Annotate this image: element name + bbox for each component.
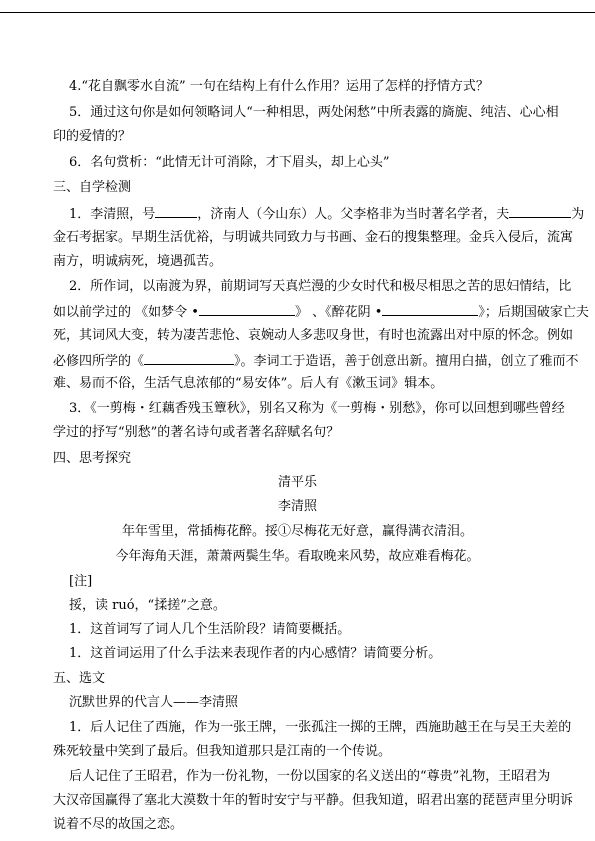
question-5-line1: 5．通过这句你是如何领略词人“一种相思，两处闲愁”中所表露的旖旎、纯洁、心心相	[69, 105, 559, 120]
article-p2-line1: 后人记住了王昭君，作为一份礼物，一份以国家的名义送出的“尊贵”礼物，王昭君为	[69, 769, 551, 784]
poem-title: 清平乐	[277, 475, 317, 490]
question-6: 6．名句赏析：“此情无计可消除，才下眉头，却上心头”	[69, 155, 390, 170]
section-3-heading: 三、自学检测	[53, 180, 132, 195]
poem-line-2: 今年海角天涯，萧萧两鬓生华。看取晚来风势，故应难看梅花。	[115, 549, 480, 564]
section-4-heading: 四、思考探究	[53, 451, 132, 466]
question-4: 4.“花自飘零水自流” 一句在结构上有什么作用？运用了怎样的抒情方式？	[69, 79, 489, 94]
self-check-2-line3: 死，其词风大变，转为凄苦悲怆、哀婉动人多悲叹身世，有时也流露出对中原的怀念。例如	[53, 328, 574, 343]
section-5-heading: 五、选文	[53, 671, 106, 686]
self-check-3-line2: 学过的抒写“别愁”的著名诗句或者著名辞赋名句？	[53, 425, 340, 440]
self-check-2-line1: 2．所作词，以南渡为界，前期词写天真烂漫的少女时代和极尽相思之苦的思妇情结，比	[69, 279, 572, 294]
self-check-1-line2: 金石考据家。早期生活优裕，与明诚共同致力与书画、金石的搜集整理。金兵入侵后，流寓	[53, 230, 574, 245]
self-check-1-line3: 南方，明诚病死，境遇孤苦。	[53, 254, 223, 269]
poem-author: 李清照	[277, 499, 317, 514]
blank-hao[interactable]	[155, 205, 197, 218]
self-check-2-line5: 难、易而不俗，生活气息浓郁的“易安体”。后人有《漱玉词》辑本。	[53, 376, 444, 391]
blank-rumengling[interactable]	[199, 303, 295, 316]
explore-question-2: 1．这首词运用了什么手法来表现作者的内心感情？请简要分析。	[69, 646, 442, 661]
article-title: 沉默世界的代言人——李清照	[69, 695, 239, 710]
self-check-2-line2: 如以前学过的 《如梦令 • 》 、《醉花阴 • 》；后期国破家亡夫	[53, 305, 589, 320]
blank-required-four[interactable]	[144, 352, 234, 365]
explore-question-1: 1．这首词写了词人几个生活阶段？请简要概括。	[69, 622, 351, 637]
self-check-2-line4: 必修四所学的《 》。李词工于造语，善于创意出新。擅用白描，创立了雅而不	[53, 354, 579, 369]
blank-zuihuayin[interactable]	[382, 303, 478, 316]
article-p2-line2: 大汉帝国赢得了塞北大漠数十年的暂时安宁与平静。但我知道，昭君出塞的琵琶声里分明诉	[53, 793, 574, 808]
article-p2-line3: 说着不尽的故国之恋。	[53, 817, 184, 832]
note-heading: [注]	[69, 574, 93, 589]
poem-line-1: 年年雪里，常插梅花醉。挼①尽梅花无好意，赢得满衣清泪。	[121, 524, 473, 539]
self-check-3-line1: 3．《一剪梅・红藕香残玉簟秋》，别名又称为《一剪梅・别愁》，你可以回想到哪些曾经	[69, 401, 565, 416]
article-p1-line2: 殊死较量中笑到了最后。但我知道那只是江南的一个传说。	[53, 744, 392, 759]
question-5-line2: 印的爱情的？	[53, 129, 132, 144]
self-check-1-line1: 1．李清照，号 ，济南人（今山东）人。父李格非为当时著名学者，夫 为	[69, 207, 585, 222]
top-rule	[0, 12, 595, 13]
note-body: 挼，读 ruó，“揉搓”之意。	[69, 598, 226, 613]
blank-husband[interactable]	[509, 205, 571, 218]
article-p1-line1: 1．后人记住了西施，作为一张王牌，一张孤注一掷的王牌，西施助越王在与吴王夫差的	[69, 720, 572, 735]
